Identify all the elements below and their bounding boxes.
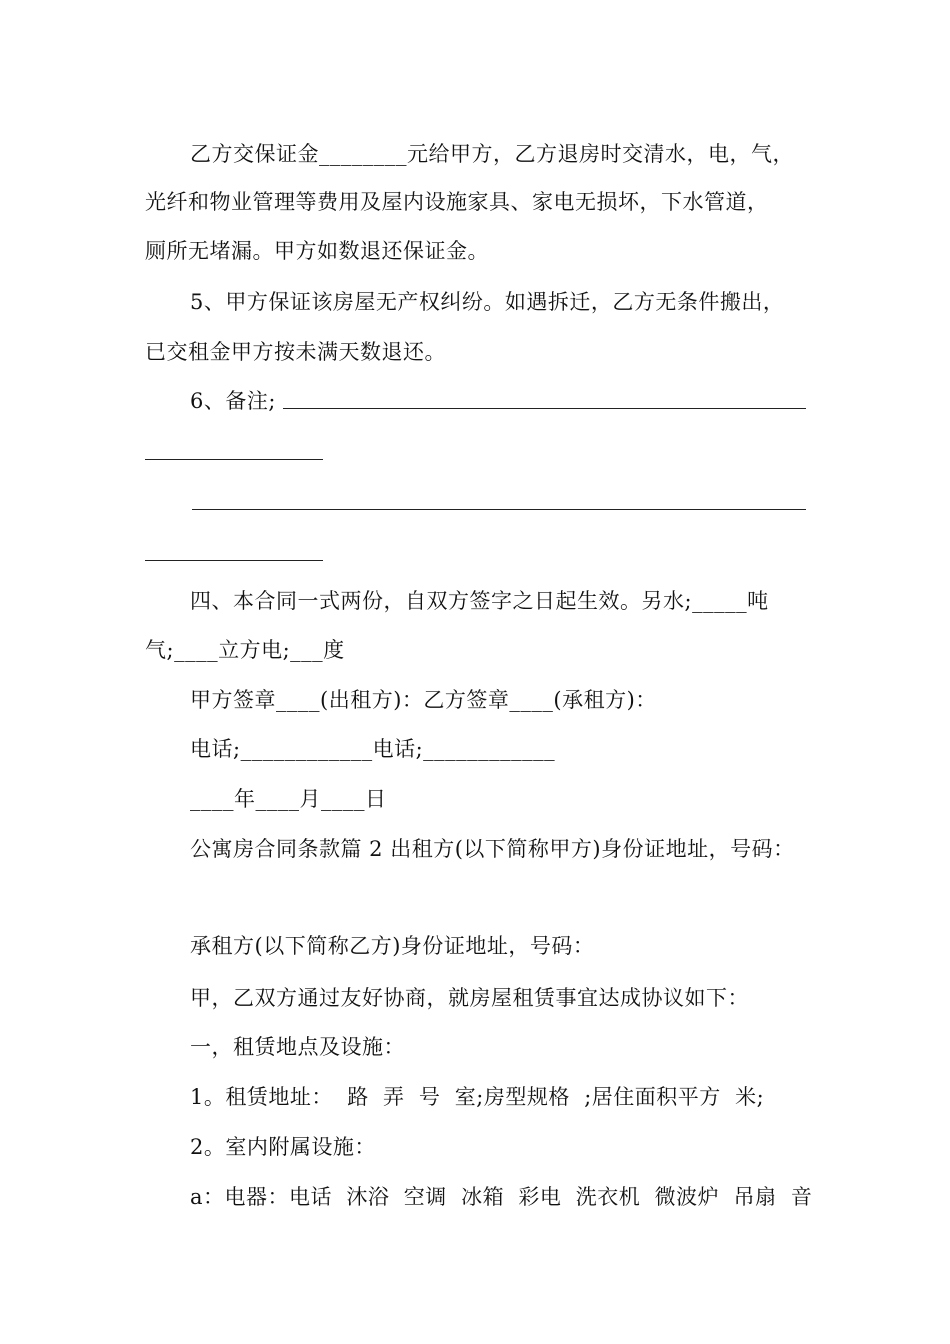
date-line: ____年____月____日 xyxy=(190,787,387,811)
paragraph-line: 2。室内附属设施： xyxy=(190,1135,376,1159)
paragraph-line: 厕所无堵漏。甲方如数退还保证金。 xyxy=(145,239,489,263)
remarks-label: 6、备注; xyxy=(190,389,276,413)
remarks-underline xyxy=(192,509,806,510)
paragraph-line: a：电器：电话 沐浴 空调 冰箱 彩电 洗衣机 微波炉 吊扇 音 xyxy=(190,1185,813,1209)
paragraph-line: 气;____立方电;___度 xyxy=(145,638,345,662)
paragraph-line: 一，租赁地点及设施： xyxy=(190,1035,405,1059)
paragraph-line: 乙方交保证金________元给甲方，乙方退房时交清水，电，气， xyxy=(190,142,794,166)
paragraph-line: 1。租赁地址： 路 弄 号 室;房型规格 ;居住面积平方 米; xyxy=(190,1085,765,1109)
paragraph-line: 四、本合同一式两份，自双方签字之日起生效。另水;_____吨 xyxy=(190,589,769,613)
paragraph-line: 光纤和物业管理等费用及屋内设施家具、家电无损坏，下水管道， xyxy=(145,190,769,214)
paragraph-line: 5、甲方保证该房屋无产权纠纷。如遇拆迁，乙方无条件搬出， xyxy=(190,290,785,314)
paragraph-line: 承租方(以下简称乙方)身份证地址，号码： xyxy=(190,934,595,958)
phone-line: 电话;____________电话;____________ xyxy=(190,737,556,761)
section-heading: 公寓房合同条款篇 2 出租方(以下简称甲方)身份证地址，号码： xyxy=(190,837,795,861)
remarks-underline xyxy=(145,459,323,460)
paragraph-line: 甲，乙双方通过友好协商，就房屋租赁事宜达成协议如下： xyxy=(190,986,749,1010)
paragraph-line: 已交租金甲方按未满天数退还。 xyxy=(145,340,446,364)
remarks-underline xyxy=(145,560,323,561)
signature-line: 甲方签章____(出租方)：乙方签章____(承租方)： xyxy=(190,688,657,712)
remarks-underline xyxy=(283,408,806,409)
